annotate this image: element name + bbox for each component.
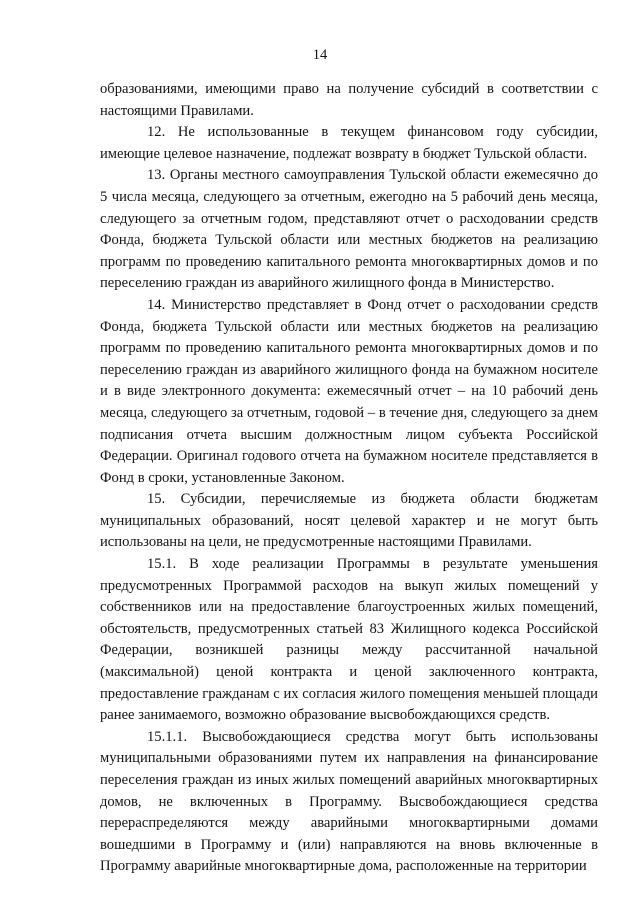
paragraph-13: 13. Органы местного самоуправления Тульской области ежемесячно до 5 числа месяца, следующего за отчетным, ежегодно на 5 рабочий день месяца, следующего за отчетным годом, представляют отчет о расходовании средств Фонда, бюджета Тульской области или местных бюджетов на реализацию программ по проведению капитального ремонта многоквартирных домов и по переселению граждан из аварийного жилищного фонда в Министерство.: [100, 167, 598, 292]
document-body: [100, 79, 598, 878]
paragraph-continuation: образованиями, имеющими право на получение субсидий в соответствии с настоящими Правилами.: [100, 81, 598, 119]
page-number: 14: [312, 47, 328, 63]
paragraph-14: 14. Министерство представляет в Фонд отчет о расходовании средств Фонда, бюджета Тульской области или местных бюджетов на реализацию программ по проведению капитального ремонта многоквартирных домов и по переселению граждан из аварийного жилищного фонда на бумажном носителе и в виде электронного документа: ежемесячный отчет – на 10 рабочий день месяца, следующего за отчетным, годовой – в течение дня, следующего за днем подписания отчета высшим должностным лицом субъекта Российской Федерации. Оригинал годового отчета на бумажном носителе представляется в Фонд в сроки, установленные Законом.: [100, 296, 598, 486]
paragraph-15: 15. Субсидии, перечисляемые из бюджета области бюджетам муниципальных образований, носят целевой характер и не могут быть использованы на цели, не предусмотренные настоящими Правилами.: [100, 491, 598, 551]
paragraph-15-1-1: 15.1.1. Высвобождающиеся средства могут быть использованы муниципальными образованиями путем их направления на финансирование переселения граждан из иных жилых помещений аварийных многоквартирных домов, не включенных в Программу. Высвобождающиеся средства перераспределяются между аварийными многоквартирными домами вошедшими в Программу и (или) направляются на вновь включенные в Программу аварийные многоквартирные дома, расположенные на территории: [100, 728, 598, 875]
paragraph-12: 12. Не использованные в текущем финансовом году субсидии, имеющие целевое назначение, подлежат возврату в бюджет Тульской области.: [100, 124, 598, 162]
paragraph-15-1: 15.1. В ходе реализации Программы в результате уменьшения предусмотренных Программой расходов на выкуп жилых помещений у собственников или на предоставление благоустроенных жилых помещений, обстоятельств, предусмотренных статьей 83 Жилищного кодекса Российской Федерации, возникшей разницы между рассчитанной начальной (максимальной) ценой контракта и ценой заключенного контракта, предоставление гражданам с их согласия жилого помещения меньшей площади ранее занимаемого, возможно образование высвобождающихся средств.: [100, 556, 598, 724]
